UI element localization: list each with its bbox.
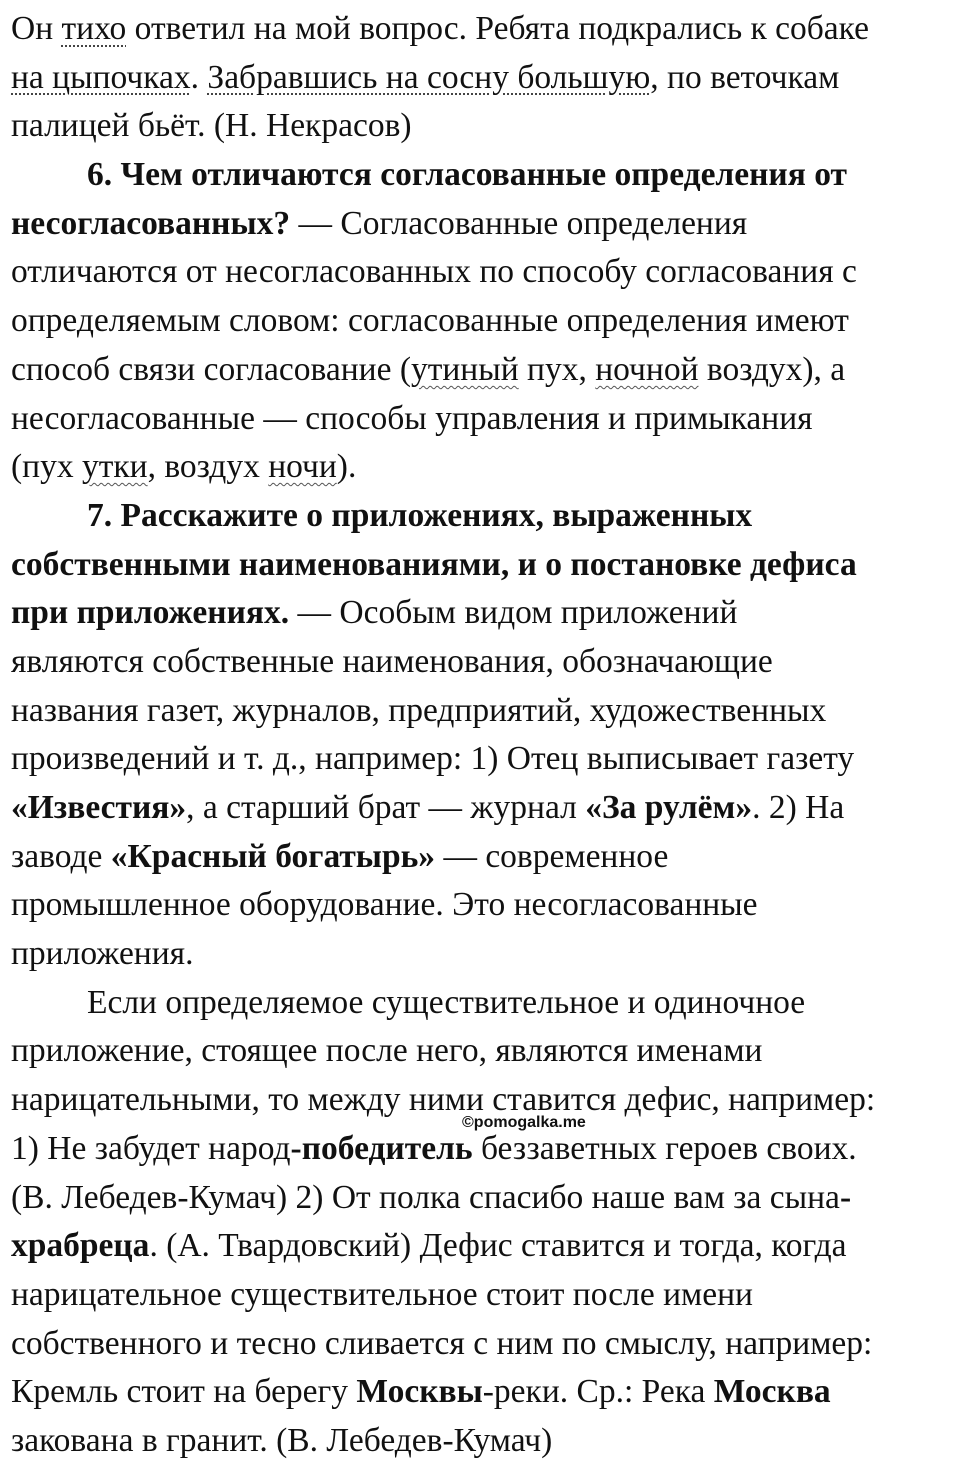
- text-span: Он: [11, 10, 62, 47]
- newspaper-name: «Известия»: [11, 789, 187, 826]
- text-line: являются собственные наименования, обозначающие: [11, 642, 773, 680]
- text-span: -реки. Ср.: Река: [482, 1373, 714, 1411]
- text-span: ответил на мой вопрос. Ребята подкрались к собаке: [126, 10, 869, 47]
- text-span: палицей бьёт. (Н. Некрасов): [11, 107, 412, 145]
- text-line: нарицательное существительное стоит после имени: [11, 1275, 753, 1313]
- text-line: закована в гранит. (В. Лебедев-Кумач): [11, 1421, 553, 1459]
- text-span: Кремль стоит на берегу: [11, 1373, 357, 1411]
- text-span: — современное: [435, 837, 669, 875]
- text-span: беззаветных героев своих.: [472, 1129, 857, 1167]
- text-line: собственного и тесно сливается с ним по смыслу, например:: [11, 1324, 873, 1362]
- magazine-name: «За рулём»: [585, 789, 753, 826]
- text-span: 1) Не забудет народ: [11, 1129, 291, 1167]
- text-span: , по веточкам: [650, 58, 840, 96]
- text-line: [11, 1174, 957, 1223]
- attribute-word: ночной: [595, 350, 699, 388]
- text-line: Если определяемое существительное и одиночное: [87, 983, 806, 1021]
- adverbial-phrase: на цыпочках: [11, 58, 191, 96]
- factory-name: «Красный богатырь»: [110, 837, 436, 875]
- text-span: заводе: [11, 837, 111, 875]
- text-line: [11, 346, 957, 395]
- adverbial-word: тихо: [61, 10, 127, 47]
- text-span: — Особым видом приложений: [289, 594, 738, 632]
- appositive-word: -победитель: [290, 1129, 473, 1167]
- question-6-heading: 6. Чем отличаются согласованные определения от: [87, 156, 847, 194]
- text-line: нарицательными, то между ними ставится дефис, например:: [11, 1081, 876, 1119]
- question-7-heading: 7. Расскажите о приложениях, выраженных: [87, 496, 753, 534]
- attribute-word: утиный: [410, 350, 519, 388]
- text-line: [11, 833, 957, 882]
- text-line: [11, 784, 957, 833]
- proper-name: Москва: [713, 1373, 831, 1411]
- text-line: [11, 102, 957, 151]
- question-6-heading-end: несогласованных?: [11, 204, 291, 242]
- text-span: воздух), а: [698, 350, 846, 388]
- question-7-heading-end: при приложениях.: [11, 594, 290, 632]
- text-line: [11, 200, 957, 249]
- text-line: [11, 54, 957, 103]
- text-span: , воздух: [147, 448, 269, 486]
- text-line: приложения.: [11, 935, 194, 973]
- text-span: . 2) На: [752, 789, 845, 826]
- text-span: . (А. Твардовский) Дефис ставится и тогда, когда: [149, 1227, 847, 1265]
- hyphen-mark: -: [839, 1178, 852, 1216]
- text-span: пух,: [518, 350, 596, 388]
- document-page: [11, 5, 957, 1466]
- text-span: (пух: [11, 448, 82, 486]
- proper-name: Москвы: [356, 1373, 483, 1411]
- text-line: [11, 1125, 957, 1174]
- text-line: приложение, стоящее после него, являются именами: [11, 1032, 763, 1070]
- watermark: ©pomogalka.me: [462, 1114, 586, 1131]
- text-line: [11, 443, 957, 492]
- text-span: , а старший брат — журнал: [186, 789, 586, 826]
- text-span: .: [190, 58, 208, 96]
- text-line: [11, 589, 957, 638]
- text-line: [11, 1368, 957, 1417]
- text-span: ).: [336, 448, 357, 486]
- text-line: произведений и т. д., например: 1) Отец выписывает газету: [11, 740, 855, 778]
- question-7-heading-cont: собственными наименованиями, и о постановке дефиса: [11, 545, 857, 583]
- attribute-word: ночи: [268, 448, 337, 486]
- appositive-word: храбреца: [11, 1227, 150, 1265]
- adverbial-phrase: Забравшись на сосну большую: [207, 58, 651, 96]
- attribute-word: утки: [81, 448, 148, 486]
- text-line: отличаются от несогласованных по способу согласования с: [11, 253, 857, 291]
- text-line: [11, 5, 957, 54]
- text-line: промышленное оборудование. Это несогласованные: [11, 886, 758, 924]
- text-span: (В. Лебедев-Кумач) 2) От полка спасибо наше вам за сына: [11, 1178, 840, 1216]
- text-line: определяемым словом: согласованные определения имеют: [11, 302, 849, 340]
- text-line: названия газет, журналов, предприятий, художественных: [11, 691, 827, 729]
- text-line: [11, 1222, 957, 1271]
- text-line: несогласованные — способы управления и примыкания: [11, 399, 813, 437]
- text-span: способ связи согласование (: [11, 350, 411, 388]
- text-span: — Согласованные определения: [290, 204, 748, 242]
